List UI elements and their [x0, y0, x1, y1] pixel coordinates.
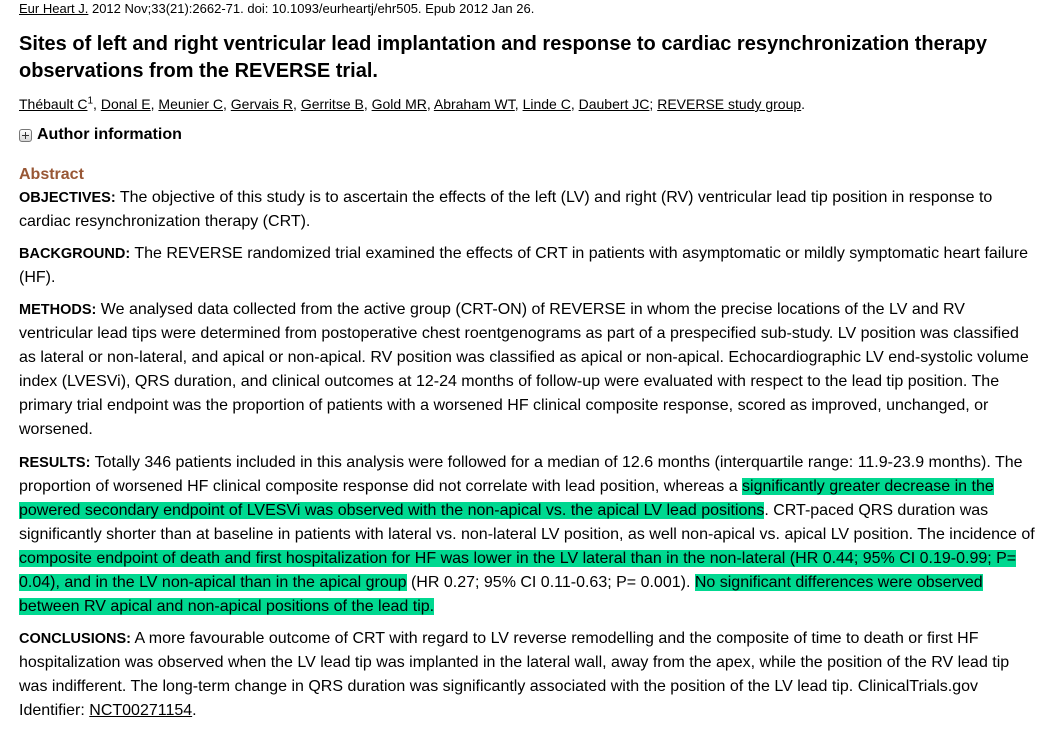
section-label: CONCLUSIONS: [19, 631, 131, 647]
author-information-toggle[interactable] [19, 125, 182, 145]
author-link[interactable]: Daubert JC [578, 96, 650, 112]
section-label: OBJECTIVES: [19, 190, 116, 206]
study-group-link[interactable]: REVERSE study group [657, 96, 802, 112]
highlighted-text: composite endpoint of death and first hospitalization for HF was lower in the LV lateral than in the non-lateral (HR 0.44; 95% CI 0.19-0.99; P= 0.04), and in the LV non-apical than in the apical group [19, 550, 1017, 591]
section-text: The REVERSE randomized trial examined the effects of CRT in patients with asymptomatic or mildly symptomatic heart failure (HF). [19, 245, 1029, 286]
section-label: BACKGROUND: [19, 246, 131, 262]
methods-section [19, 298, 1039, 442]
author-link[interactable]: Abraham WT [433, 96, 515, 112]
article-title: Sites of left and right ventricular lead implantation and response to cardiac resynchronization therapy observations from the REVERSE trial. [19, 33, 987, 82]
abstract-heading: Abstract [19, 166, 84, 183]
author-link[interactable]: Gervais R [230, 96, 294, 112]
author-link[interactable]: Donal E [100, 96, 151, 112]
section-label: METHODS: [19, 302, 97, 318]
section-text: (HR 0.27; 95% CI 0.11-0.63; P= 0.001). [406, 574, 695, 591]
author-link[interactable]: Gerritse B [300, 96, 364, 112]
highlighted-text: No significant differences were observed between RV apical and non-apical positions of the lead tip. [19, 574, 983, 615]
section-label: RESULTS: [19, 455, 91, 471]
section-text: We analysed data collected from the active group (CRT-ON) of REVERSE in whom the precise locations of the LV and RV ventricular lead tips were determined from postoperative chest roentgenograms as part of a prespecified sub-study. LV position was classified as lateral or non-lateral, and apical or non-apical. RV position was classified as apical or non-apical. Echocardiographic LV end-systolic volume index (LVESVi), QRS duration, and clinical outcomes at 12-24 months of follow-up were evaluated with respect to the lead tip position. The primary trial endpoint was the proportion of patients with a worsened HF clinical composite response, scored as improved, unchanged, or worsened. [19, 301, 1029, 438]
affiliation-sup: 1 [87, 95, 94, 107]
expand-plus-icon[interactable] [19, 129, 32, 142]
conclusions-section [19, 627, 1039, 723]
highlighted-text: significantly greater decrease in the powered secondary endpoint of LVESVi was observed with the non-apical vs. the apical LV lead positions [19, 478, 994, 519]
clinical-trial-link[interactable]: NCT00271154 [89, 702, 193, 719]
results-section [19, 451, 1039, 619]
author-link[interactable]: Gold MR [371, 96, 427, 112]
author-link[interactable]: Meunier C [158, 96, 224, 112]
section-text: . CRT-paced QRS duration was significantly shorter than at baseline in patients with lateral vs. non-lateral LV position, as well non-apical vs. apical LV position. The incidence of [19, 502, 1035, 543]
section-text: The objective of this study is to ascertain the effects of the left (LV) and right (RV) ventricular lead tip position in response to cardiac resynchronization therapy (CRT). [19, 189, 993, 230]
author-link[interactable]: Linde C [522, 96, 571, 112]
background-section [19, 242, 1039, 290]
citation-details: 2012 Nov;33(21):2662-71. doi: 10.1093/eurheartj/ehr505. Epub 2012 Jan 26. [88, 1, 535, 16]
journal-link[interactable]: Eur Heart J. [19, 1, 89, 16]
author-list: Thébault $C^1$, Donal E, Meunier C, Gervais R, Gerritse B, Gold MR, Abraham WT, Linde C, Daubert JC; REVERSE study group. [19, 95, 806, 112]
citation-line [19, 1, 534, 17]
section-text: A more favourable outcome of CRT with regard to LV reverse remodelling and the composite of time to death or first HF hospitalization was observed when the LV lead tip was implanted in the lateral wall, away from the apex, while the position of the RV lead tip was indifferent. The long-term change in QRS duration was significantly associated with the position of the LV lead tip. ClinicalTrials.gov Identifier: [19, 630, 1010, 719]
author-link[interactable]: Thébault C [19, 96, 88, 112]
objectives-section [19, 186, 1039, 234]
section-text: . [192, 702, 197, 719]
author-information-label: Author information [37, 126, 182, 143]
section-text: Totally 346 patients included in this analysis were followed for a median of 12.6 months (interquartile range: 11.9-23.9 months). The proportion of worsened HF clinical composite response did not correlate with lead position, whereas a [19, 454, 1023, 495]
